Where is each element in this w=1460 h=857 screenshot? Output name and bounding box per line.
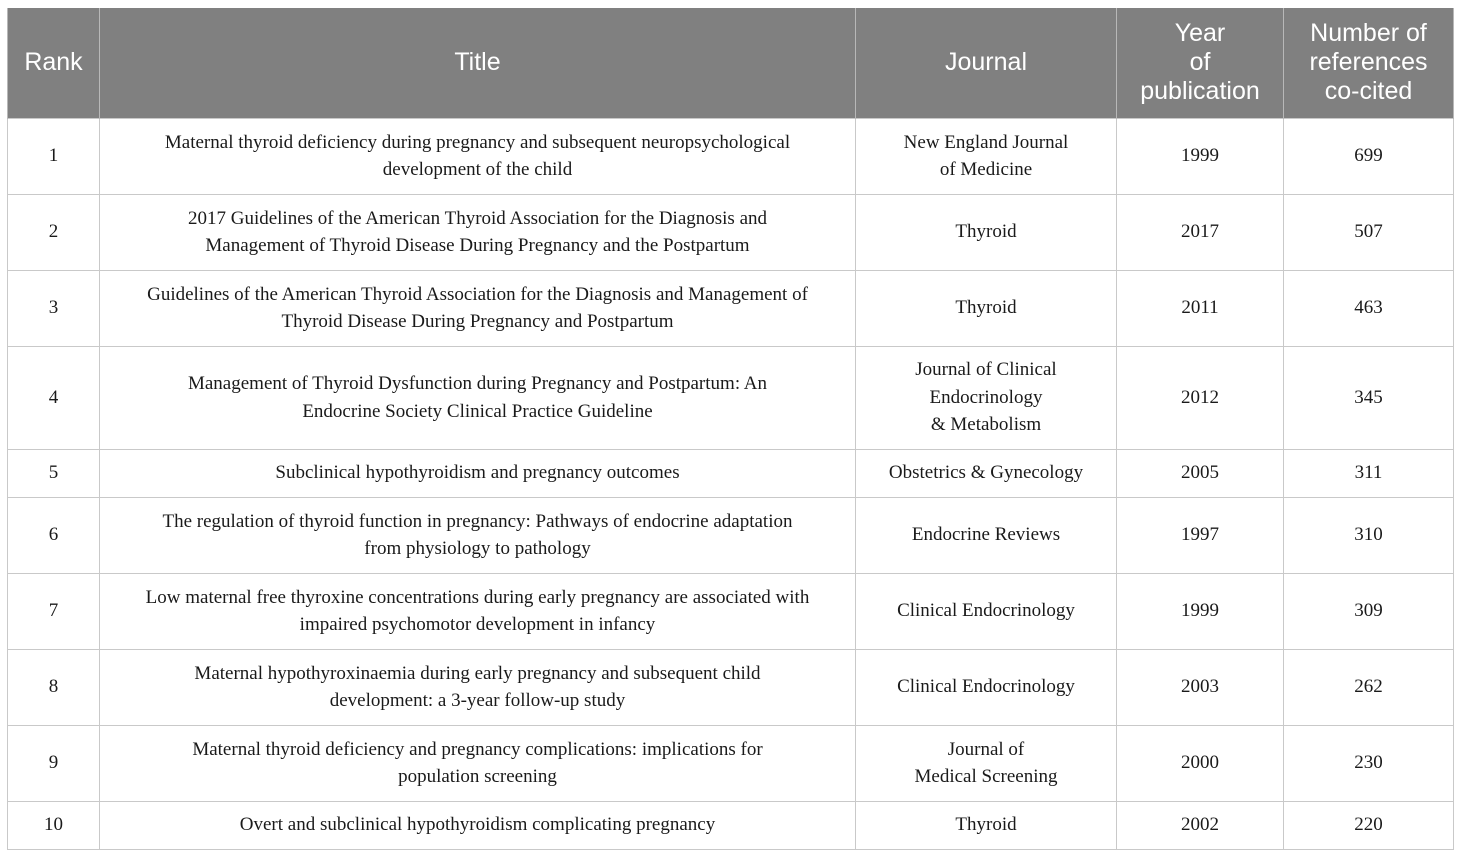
journal-line: Medical Screening	[914, 766, 1058, 787]
cell-year: 2002	[1117, 801, 1284, 849]
cell-year: 2017	[1117, 194, 1284, 270]
journal-line: Clinical Endocrinology	[897, 676, 1075, 698]
cell-title	[100, 118, 856, 194]
journal-line: Obstetrics & Gynecology	[888, 462, 1084, 484]
table-row	[8, 346, 1454, 449]
cell-journal	[856, 346, 1117, 449]
title-line: Maternal hypothyroxinaemia during early pregnancy and subsequent child	[194, 662, 761, 684]
cell-title	[100, 801, 856, 849]
cell-journal	[856, 118, 1117, 194]
title-line: Management of Thyroid Disease During Pregnancy and the Postpartum	[205, 235, 750, 256]
title-line: development of the child	[382, 159, 573, 180]
title-line: Maternal thyroid deficiency and pregnancy complications: implications for	[192, 738, 763, 760]
title-line: 2017 Guidelines of the American Thyroid Association for the Diagnosis and	[187, 207, 768, 229]
title-line: Management of Thyroid Dysfunction during Pregnancy and Postpartum: An	[187, 373, 768, 394]
cell-journal	[856, 194, 1117, 270]
cell-cocited: 230	[1284, 725, 1454, 801]
cell-year: 2003	[1117, 649, 1284, 725]
cell-cocited: 262	[1284, 649, 1454, 725]
header-year-line: of	[1189, 48, 1211, 77]
header-year-line: Year	[1174, 19, 1226, 48]
table-row	[8, 573, 1454, 649]
header-year-line: publication	[1140, 77, 1260, 106]
cell-cocited: 311	[1284, 449, 1454, 497]
cell-year: 2011	[1117, 270, 1284, 346]
header-year	[1117, 8, 1284, 118]
journal-line: Journal of	[947, 738, 1025, 760]
table-row	[8, 194, 1454, 270]
cell-rank: 6	[8, 497, 100, 573]
cell-title	[100, 194, 856, 270]
table-row	[8, 118, 1454, 194]
cell-cocited: 345	[1284, 346, 1454, 449]
journal-line: Clinical Endocrinology	[897, 600, 1075, 622]
table-row	[8, 270, 1454, 346]
cell-rank: 4	[8, 346, 100, 449]
cell-journal	[856, 649, 1117, 725]
cell-year: 2005	[1117, 449, 1284, 497]
journal-line: New England Journal	[903, 131, 1069, 153]
cell-rank: 8	[8, 649, 100, 725]
journal-line: Endocrinology	[929, 386, 1043, 408]
table-row	[8, 725, 1454, 801]
header-cocited-line: Number of	[1310, 19, 1427, 48]
cell-year: 1997	[1117, 497, 1284, 573]
header-title: Title	[100, 8, 856, 118]
cell-title	[100, 497, 856, 573]
cell-year: 2000	[1117, 725, 1284, 801]
cell-title	[100, 725, 856, 801]
title-line: population screening	[398, 766, 557, 787]
table-row	[8, 801, 1454, 849]
title-line: from physiology to pathology	[364, 538, 591, 559]
journal-line: Endocrine Reviews	[911, 524, 1061, 546]
table-row	[8, 649, 1454, 725]
header-cocited-line: co-cited	[1324, 77, 1413, 106]
title-line: Endocrine Society Clinical Practice Guideline	[302, 400, 653, 422]
title-line: Thyroid Disease During Pregnancy and Postpartum	[281, 311, 674, 332]
header-row	[8, 8, 1454, 118]
cell-journal	[856, 449, 1117, 497]
title-line: impaired psychomotor development in infancy	[299, 614, 656, 635]
header-rank: Rank	[8, 8, 100, 118]
cell-rank: 1	[8, 118, 100, 194]
journal-line: Journal of Clinical	[915, 359, 1057, 381]
cell-rank: 3	[8, 270, 100, 346]
cell-cocited: 507	[1284, 194, 1454, 270]
header-cocited	[1284, 8, 1454, 118]
cell-journal	[856, 497, 1117, 573]
cell-rank: 5	[8, 449, 100, 497]
title-line: Low maternal free thyroxine concentrations during early pregnancy are associated with	[145, 586, 810, 608]
cell-journal	[856, 725, 1117, 801]
title-line: Subclinical hypothyroidism and pregnancy outcomes	[275, 462, 680, 484]
cell-cocited: 699	[1284, 118, 1454, 194]
cell-rank: 7	[8, 573, 100, 649]
header-cocited-line: references	[1309, 48, 1428, 77]
cell-cocited: 220	[1284, 801, 1454, 849]
cell-title	[100, 573, 856, 649]
cell-year: 2012	[1117, 346, 1284, 449]
title-line: development: a 3-year follow-up study	[329, 690, 626, 711]
cell-cocited: 309	[1284, 573, 1454, 649]
journal-line: Thyroid	[955, 814, 1017, 836]
cell-rank: 10	[8, 801, 100, 849]
journal-line: Thyroid	[955, 297, 1017, 319]
journal-line: & Metabolism	[930, 414, 1042, 436]
table-row	[8, 497, 1454, 573]
cell-cocited: 463	[1284, 270, 1454, 346]
cell-rank: 9	[8, 725, 100, 801]
title-line: The regulation of thyroid function in pregnancy: Pathways of endocrine adaptation	[162, 510, 793, 532]
title-line: Guidelines of the American Thyroid Association for the Diagnosis and Management of	[147, 283, 808, 305]
cell-cocited: 310	[1284, 497, 1454, 573]
cell-journal	[856, 573, 1117, 649]
cell-title	[100, 346, 856, 449]
title-line: Maternal thyroid deficiency during pregnancy and subsequent neuropsychological	[164, 131, 791, 153]
cell-year: 1999	[1117, 118, 1284, 194]
cell-journal	[856, 801, 1117, 849]
cell-year: 1999	[1117, 573, 1284, 649]
cell-journal	[856, 270, 1117, 346]
references-table	[7, 8, 1454, 850]
journal-line: Thyroid	[955, 221, 1017, 243]
journal-line: of Medicine	[939, 159, 1033, 180]
title-line: Overt and subclinical hypothyroidism complicating pregnancy	[239, 814, 716, 836]
cell-title	[100, 449, 856, 497]
table-row	[8, 449, 1454, 497]
cell-rank: 2	[8, 194, 100, 270]
cell-title	[100, 270, 856, 346]
cell-title	[100, 649, 856, 725]
header-journal: Journal	[856, 8, 1117, 118]
